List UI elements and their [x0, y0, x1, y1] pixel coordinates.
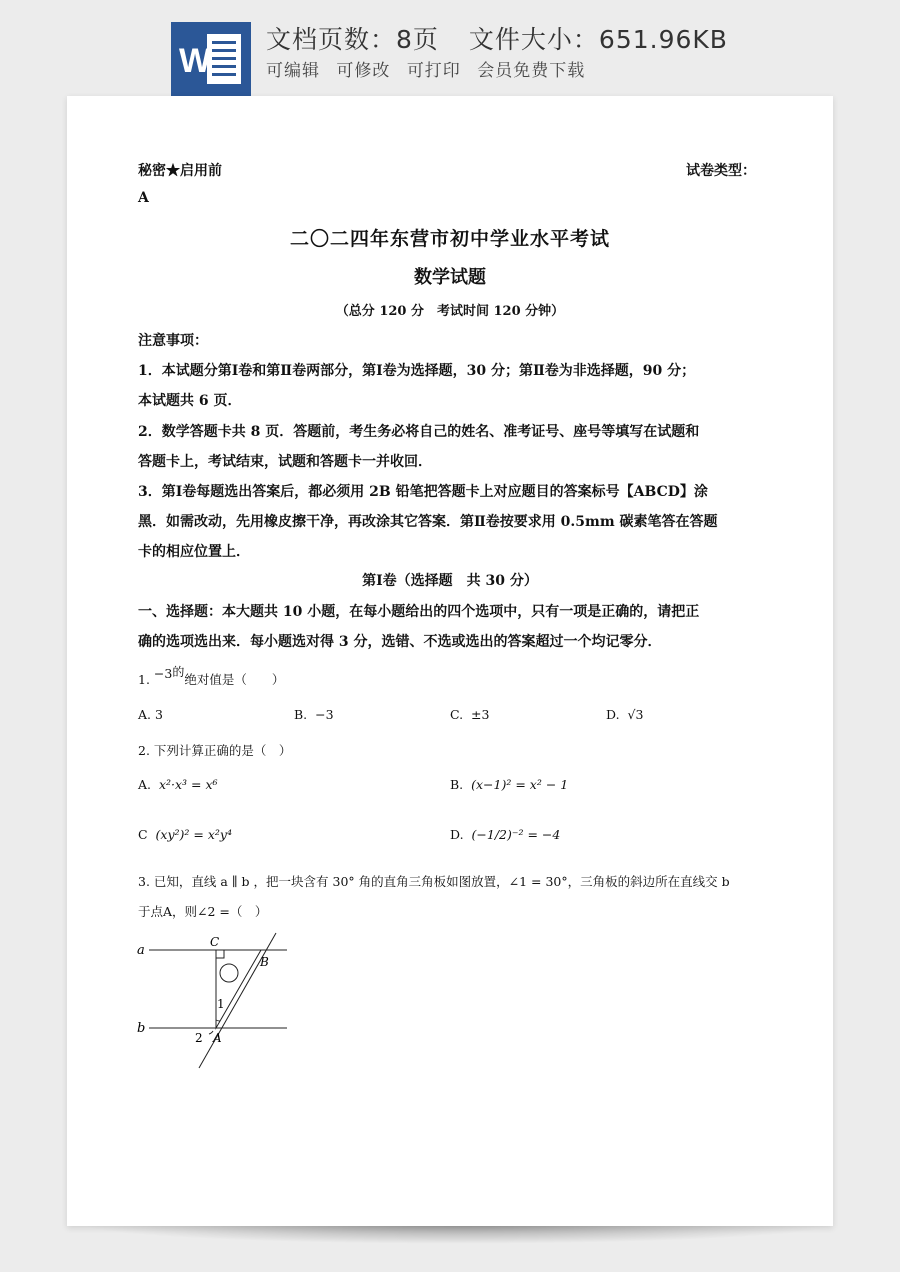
note-line: 卡的相应位置上．	[138, 544, 250, 560]
exam-title: 二〇二四年东营市初中学业水平考试	[289, 228, 610, 250]
note-line: 3．第Ⅰ卷每题选出答案后，都必须用 2B 铅笔把答题卡上对应题目的答案标号【ABCD】涂	[138, 484, 708, 500]
question-3-line1: 3. 已知，直线 a ∥ b ，把一块含有 30° 角的直角三角板如图放置，∠1 = 30°，三角板的斜边所在直线交 b	[138, 874, 730, 889]
label-B: B	[260, 955, 269, 969]
q1-option-b: B. −3	[294, 707, 334, 722]
note-line: 答题卡上，考试结束，试题和答题卡一并收回．	[138, 454, 432, 470]
right-angle-mark	[216, 950, 224, 958]
q1-expression: −3	[153, 666, 173, 681]
note-line: 黑．如需改动，先用橡皮擦干净，再改涂其它答案．第Ⅱ卷按要求用 0.5mm 碳素笔答在答题	[138, 514, 718, 530]
q2-option-d: D. (−1/2)⁻² = −4	[450, 827, 561, 842]
section1-instructions: 确的选项选出来．每小题选对得 3 分，选错、不选或选出的答案超过一个均记零分．	[138, 634, 662, 650]
page-count: 文档页数：8页	[266, 25, 439, 54]
triangle-hole	[220, 964, 238, 982]
q1-option-a: A. 3	[138, 707, 163, 722]
label-A: A	[213, 1031, 222, 1045]
paper-type-value: A	[138, 190, 149, 206]
paper-type-label: 试卷类型：	[686, 163, 756, 179]
file-size: 文件大小：651.96KB	[468, 25, 728, 54]
label-a: a	[137, 943, 145, 958]
label-b: b	[137, 1021, 146, 1036]
q1-de: 的	[172, 665, 185, 679]
question-1	[138, 665, 285, 688]
label-angle-2: 2	[195, 1031, 203, 1045]
subject-title: 数学试题	[414, 267, 486, 288]
document-page	[67, 96, 833, 1226]
note-line: 2．数学答题卡共 8 页．答题前，考生务必将自己的姓名、准考证号、座号等填写在试题和	[138, 424, 700, 440]
feature-modifiable: 可修改	[336, 61, 391, 81]
feature-free-download: 会员免费下载	[477, 61, 586, 81]
banner-title	[266, 20, 728, 56]
question-number: 1.	[138, 672, 150, 687]
download-banner	[0, 0, 900, 96]
label-C: C	[210, 935, 220, 949]
word-document-icon	[171, 22, 251, 96]
score-time: （总分 120 分 考试时间 120 分钟）	[335, 304, 565, 319]
banner-features	[266, 56, 595, 81]
hypotenuse-line	[199, 933, 276, 1068]
question-3-line2: 于点A，则∠2 =（ ）	[138, 904, 268, 919]
section1-heading: 第Ⅰ卷（选择题 共 30 分）	[362, 573, 538, 589]
note-line: 1．本试题分第Ⅰ卷和第Ⅱ卷两部分，第Ⅰ卷为选择题，30 分；第Ⅱ卷为非选择题，90 分；	[138, 363, 696, 379]
note-line: 本试题共 6 页．	[138, 393, 242, 409]
q3-figure	[129, 928, 299, 1078]
triangle-board	[216, 950, 261, 1028]
q1-option-c: C. ±3	[450, 707, 490, 722]
q2-option-b: B. (x−1)² = x² − 1	[450, 777, 569, 792]
label-angle-1: 1	[217, 997, 225, 1011]
q1-stem: 绝对值是（ ）	[184, 672, 285, 687]
angle-1-arc	[216, 1020, 220, 1021]
question-2: 2. 下列计算正确的是（ ）	[138, 743, 292, 758]
q2-option-a: A. x²·x³ = x⁶	[138, 777, 218, 792]
svg-text:W: W	[179, 42, 212, 80]
q2-option-c: C (xy²)² = x²y⁴	[138, 827, 232, 842]
confidential-label: 秘密★启用前	[138, 163, 222, 179]
q1-option-d: D. √3	[606, 707, 644, 722]
feature-printable: 可打印	[406, 61, 461, 81]
feature-editable: 可编辑	[266, 61, 320, 81]
section1-instructions: 一、选择题：本大题共 10 小题，在每小题给出的四个选项中，只有一项是正确的，请把正	[138, 604, 700, 620]
notes-heading: 注意事项：	[138, 333, 208, 349]
